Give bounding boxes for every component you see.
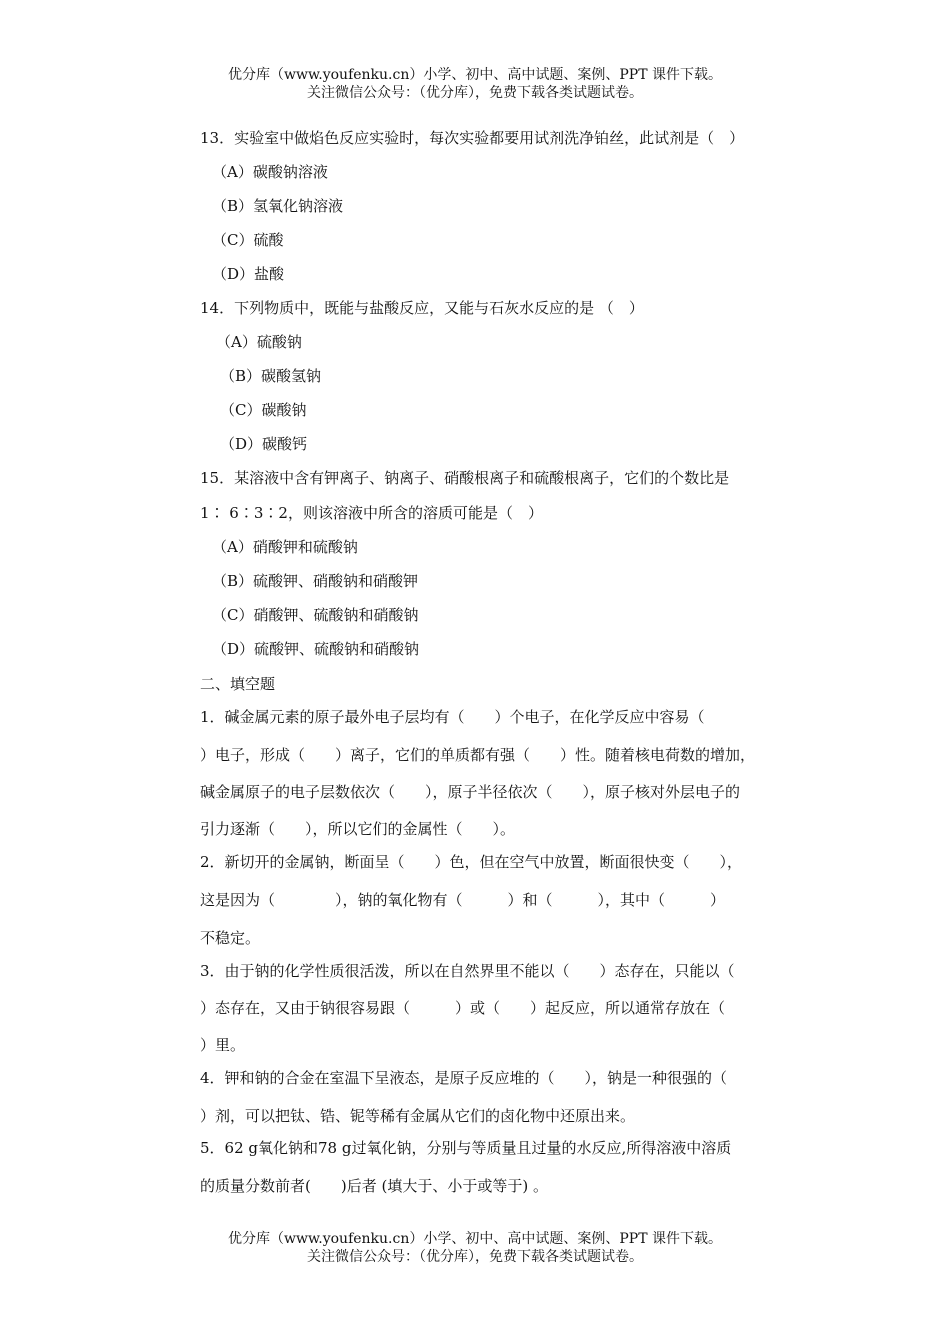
fill-3-line-3: ）里。 <box>200 1036 246 1054</box>
page-header <box>0 66 950 102</box>
q15-option-a: （A）硝酸钾和硫酸钠 <box>212 538 358 556</box>
footer-line-2: 关注微信公众号：（优分库），免费下载各类试题试卷。 <box>307 1249 643 1265</box>
q15-option-c: （C）硝酸钾、硫酸钠和硝酸钠 <box>212 606 419 624</box>
q13-option-c: （C）硫酸 <box>212 231 284 249</box>
q15-option-b: （B）硫酸钾、硝酸钠和硝酸钾 <box>212 572 419 590</box>
fill-5-line-1: 5．62 g氧化钠和78 g过氧化钠，分别与等质量且过量的水反应,所得溶液中溶质 <box>200 1139 732 1157</box>
q15-stem-line-2: 1∶ 6∶3∶2，则该溶液中所含的溶质可能是（ ） <box>200 504 543 522</box>
q14-option-d: （D）碳酸钙 <box>220 435 308 453</box>
fill-1-line-3: 碱金属原子的电子层数依次（ ），原子半径依次（ ），原子核对外层电子的 <box>200 783 741 801</box>
q13-option-b: （B）氢氧化钠溶液 <box>212 197 344 215</box>
q14-option-b: （B）碳酸氢钠 <box>220 367 322 385</box>
q13-stem: 13．实验室中做焰色反应实验时，每次实验都要用试剂洗净铂丝，此试剂是（ ） <box>200 129 745 147</box>
fill-3-line-2: ）态存在，又由于钠很容易跟（ ）或（ ）起反应，所以通常存放在（ <box>200 999 726 1017</box>
q15-stem-line-1: 15．某溶液中含有钾离子、钠离子、硝酸根离子和硫酸根离子，它们的个数比是 <box>200 469 730 487</box>
page-footer <box>0 1230 950 1266</box>
header-line-1: 优分库（www.youfenku.cn）小学、初中、高中试题、案例、PPT 课件下载。 <box>227 67 722 83</box>
q14-option-c: （C）碳酸钠 <box>220 401 307 419</box>
fill-2-line-1: 2．新切开的金属钠，断面呈（ ）色，但在空气中放置，断面很快变（ ）， <box>200 853 743 871</box>
footer-line-1: 优分库（www.youfenku.cn）小学、初中、高中试题、案例、PPT 课件下载。 <box>227 1231 722 1247</box>
q13-option-d: （D）盐酸 <box>212 265 285 283</box>
fill-3-line-1: 3．由于钠的化学性质很活泼，所以在自然界里不能以（ ）态存在，只能以（ <box>200 962 735 980</box>
fill-2-line-2: 这是因为（ ），钠的氧化物有（ ）和（ ），其中（ ） <box>200 891 726 909</box>
q14-option-a: （A）硫酸钠 <box>216 333 302 351</box>
fill-2-line-3: 不稳定。 <box>200 929 261 947</box>
q15-option-d: （D）硫酸钾、硫酸钠和硝酸钠 <box>212 640 420 658</box>
section-2-title: 二、填空题 <box>200 675 276 693</box>
fill-4-line-1: 4．钾和钠的合金在室温下呈液态，是原子反应堆的（ ），钠是一种很强的（ <box>200 1069 728 1087</box>
fill-1-line-2: ）电子，形成（ ）离子，它们的单质都有强（ ）性。随着核电荷数的增加， <box>200 746 756 764</box>
q13-option-a: （A）碳酸钠溶液 <box>212 163 328 181</box>
q14-stem: 14．下列物质中，既能与盐酸反应，又能与石灰水反应的是 （ ） <box>200 299 644 317</box>
header-line-2: 关注微信公众号：（优分库），免费下载各类试题试卷。 <box>307 85 643 101</box>
fill-1-line-4: 引力逐渐（ ），所以它们的金属性（ ）。 <box>200 820 516 838</box>
fill-1-line-1: 1．碱金属元素的原子最外电子层均有（ ）个电子，在化学反应中容易（ <box>200 708 705 726</box>
fill-4-line-2: ）剂，可以把钛、锆、铌等稀有金属从它们的卤化物中还原出来。 <box>200 1107 636 1125</box>
fill-5-line-2: 的质量分数前者( )后者 (填大于、小于或等于) 。 <box>200 1177 548 1195</box>
